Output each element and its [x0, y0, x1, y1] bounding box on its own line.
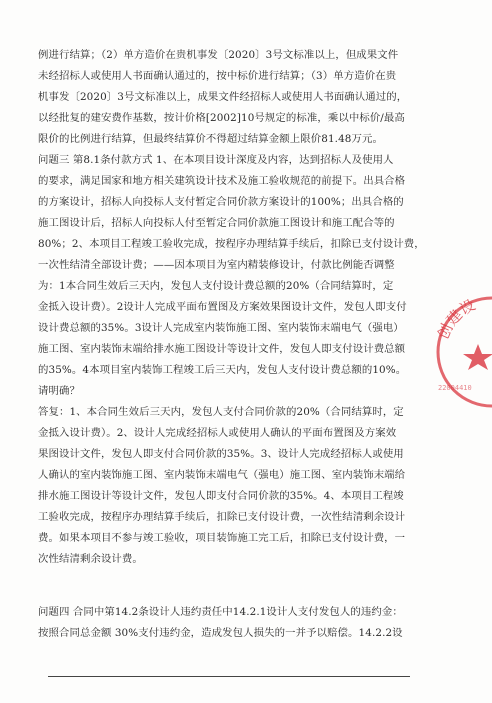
text-line: 费。如果本项目不参与竣工验收，项目装饰施工完工后，扣除已支付设计费，一	[38, 532, 406, 544]
text-line: 未经招标人或使用人书面确认通过的，按中标价进行结算；（3）单方造价在贵	[38, 70, 397, 82]
footer-divider	[48, 676, 410, 677]
text-line: 金抵入设计费）。2、设计人完成经招标人或使用人确认的平面布置图及方案效	[38, 427, 397, 439]
text-line: 80%；2、本项目工程竣工验收完成，按程序办理结算手续后，扣除已支付设计费，	[38, 238, 425, 250]
text-line: 请明确？	[38, 385, 80, 397]
text-line: 施工图、室内装饰末端给排水施工图设计等设计文件，发包人即支付设计费总额	[38, 343, 406, 355]
text-line: 工验收完成，按程序办理结算手续后，扣除已支付设计费，一次性结清剩余设计	[38, 511, 406, 523]
text-line: 次性结清剩余设计费。	[38, 553, 143, 565]
text-line: 果图设计文件，发包人即支付合同价款的35%。3、设计人完成经招标人或使用	[38, 448, 404, 460]
text-line: 机事发〔2020〕3号文标准以上，成果文件经招标人或使用人书面确认通过的，	[38, 91, 408, 103]
text-line: 的要求，满足国家和地方相关建筑设计技术及施工验收规范的前提下。出具合格	[38, 175, 406, 187]
text-line: 的35%。4本项目室内装饰工程竣工后三天内，发包人支付设计费总额的10%。	[38, 364, 407, 376]
text-line: 设计费总额的35%。3设计人完成室内装饰施工图、室内装饰末端电气（强电）	[38, 322, 404, 334]
svg-text:22004410: 22004410	[438, 384, 472, 392]
answer-heading: 答复：1、本合同生效后三天内，发包人支付合同价款的20%（合同结算时，定	[38, 406, 404, 418]
text-line: 例进行结算；（2）单方造价在贵机事发〔2020〕3号文标准以上，但成果文件	[38, 49, 399, 61]
svg-text:创建设	[434, 296, 478, 342]
text-line: 按照合同总金额 30%支付违约金，造成发包人损失的一并予以赔偿。14.2.2设	[38, 627, 403, 639]
text-line: 人确认的室内装饰施工图、室内装饰末端电气（强电）施工图、室内装饰末端给	[38, 469, 406, 481]
text-line: 金抵入设计费）。2设计人完成平面布置图及方案效果图设计文件，发包人即支付	[38, 301, 407, 313]
text-line: 施工图设计后，招标人向投标人付至暂定合同价款施工图设计和施工配合等的	[38, 217, 395, 229]
question-three-heading: 问题三 第8.1条付款方式 1、在本项目设计深度及内容，达到招标人及使用人	[38, 154, 394, 166]
text-line: 排水施工图设计等设计文件，发包人即支付合同价款的35%。4、本项目工程竣	[38, 490, 404, 502]
text-line: 的方案设计，招标人向投标人支付暂定合同价款方案设计的100%；出具合格的	[38, 196, 404, 208]
text-line: 一次性结清全部设计费；——因本项目为室内精装修设计，付款比例能否调整	[38, 259, 395, 271]
text-line: 以经批复的建安费作基数，按计价格[2002]10号规定的标准，乘以中标价/最高	[38, 112, 405, 124]
text-line: 为：1本合同生效后三天内，发包人支付设计费总额的20%（合同结算时，定	[38, 280, 394, 292]
question-four-heading: 问题四 合同中第14.2条设计人违约责任中14.2.1设计人支付发包人的违约金：	[38, 606, 403, 618]
red-seal-stamp-icon	[432, 292, 492, 412]
seal-text: 创建设	[434, 295, 479, 342]
text-line: 限价的比例进行结算，但最终结算价不得超过结算金额上限价81.48万元。	[38, 133, 383, 145]
